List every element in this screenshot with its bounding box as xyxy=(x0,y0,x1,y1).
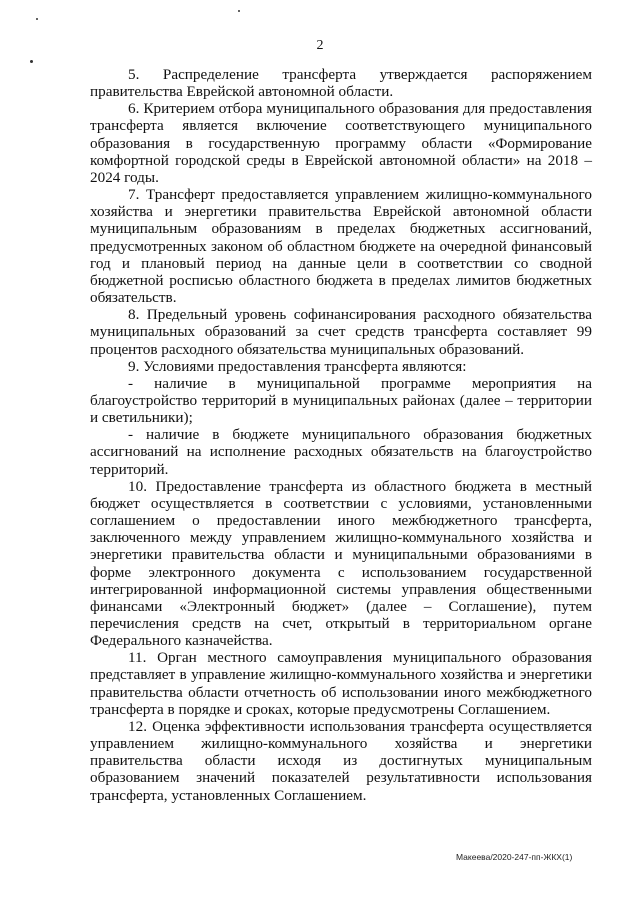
page-number: 2 xyxy=(316,38,324,53)
paragraph-7: 7. Трансферт предоставляется управлением жилищно-коммунального хозяйства и энергетики правительства Еврейской автономной области муниципальным образованиям в пределах бюджетных ассигнований, предусмотренных законом об областном бюджете на очередной финансовый год и плановый период на данные цели в соответствии со сводной бюджетной росписью областного бюджета в пределах лимитов бюджетных обязательств. xyxy=(90,186,592,307)
document-body xyxy=(90,66,592,804)
paragraph-12: 12. Оценка эффективности использования трансферта осуществляется управлением жилищно-коммунального хозяйства и энергетики правительства области исходя из достигнутых муниципальным образованием значений показателей результативности использования трансферта, установленных Соглашением. xyxy=(90,717,592,804)
scan-speck xyxy=(30,60,33,63)
paragraph-10: 10. Предоставление трансферта из областного бюджета в местный бюджет осуществляется в соответствии с условиями, установленными соглашением о предоставлении иного межбюджетного трансферта, заключенного между управлением жилищно-коммунального хозяйства и энергетики правительства области и муниципальными образованиями в форме электронного документа с использованием государственной интегрированной информационной системы управления общественными финансами «Электронный бюджет» (далее – Соглашение), путем перечисления средств на счет, открытый в территориальном органе Федерального казначейства. xyxy=(90,477,592,650)
paragraph-6: 6. Критерием отбора муниципального образования для предоставления трансферта является включение соответствующего муниципального образования в государственную программу области «Формирование комфортной городской среды в Еврейской автономной области» на 2018 – 2024 годы. xyxy=(90,100,592,186)
paragraph-5: 5. Распределение трансферта утверждается распоряжением правительства Еврейской автономной области. xyxy=(90,66,592,101)
paragraph-9: 9. Условиями предоставления трансферта являются: xyxy=(128,357,467,375)
scan-speck xyxy=(36,18,38,20)
paragraph-11: 11. Орган местного самоуправления муниципального образования представляет в управление жилищно-коммунального хозяйства и энергетики правительства области отчетность об использовании иного межбюджетного трансферта в порядке и сроках, которые предусмотрены Соглашением. xyxy=(90,649,592,718)
document-code: Макеева/2020-247-пп-ЖКХ(1) xyxy=(456,852,573,862)
scan-speck xyxy=(238,10,240,12)
condition-item-2: - наличие в бюджете муниципального образования бюджетных ассигнований на исполнение расходных обязательств на благоустройство территорий. xyxy=(90,426,592,478)
paragraph-8: 8. Предельный уровень софинансирования расходного обязательства муниципальных образований за счет средств трансферта составляет 99 процентов расходного обязательства муниципальных образований. xyxy=(90,306,592,358)
condition-item-1: - наличие в муниципальной программе мероприятия на благоустройство территорий в муниципальных районах (далее – территории и светильники); xyxy=(90,374,592,427)
